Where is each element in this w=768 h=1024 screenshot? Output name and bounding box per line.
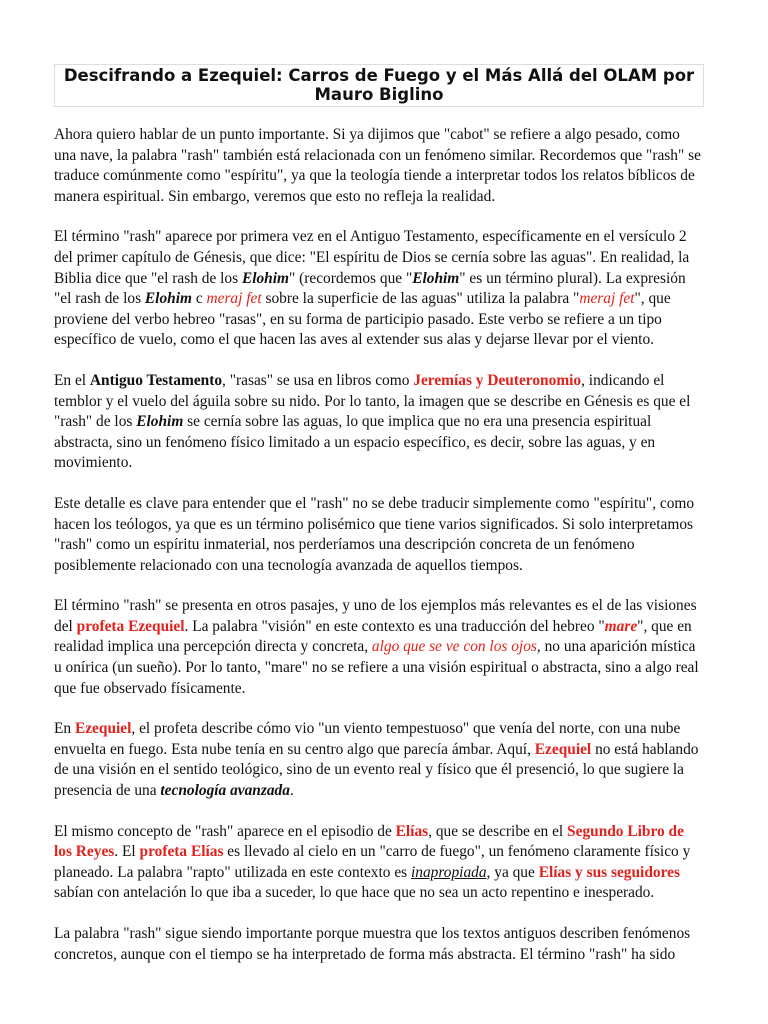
text-run: , que se describe en el	[428, 822, 568, 840]
text-run: Ahora quiero hablar de un punto importante. Si ya dijimos que "cabot" se refiere a algo pesado, como una nave, la palabra "rash" también está relacionada con un fenómeno similar. Recordemos que "rash" se traduce comúnmente como "espíritu", ya que la teología tiende a interpretar todos los relatos bíblicos de manera espiritual. Sin embargo, veremos que esto no refleja la realidad.	[54, 126, 701, 205]
text-run: , indicando el temblor y el vuelo del águila sobre su nido. Por lo tanto, la imagen que se describe en Génesis es que el "rash" de los	[54, 371, 691, 431]
paragraph	[54, 227, 704, 351]
text-run: , el profeta describe cómo vio "un viento tempestuoso" que venía del norte, con una nube envuelta en fuego. Esta nube tenía en su centro algo que parecía ámbar. Aquí,	[54, 720, 681, 758]
text-run: no está hablando de una visión en el sentido teológico, sino de un evento real y físico que él presenció, lo que sugiere la presencia de una	[54, 740, 699, 800]
text-run: . El	[114, 843, 140, 861]
highlighted-term: algo que se ve con los ojos	[371, 638, 537, 656]
emphasized-term: Elohim	[136, 413, 184, 431]
text-run: . La palabra "visión" en este contexto es una traducción del hebreo "	[184, 617, 605, 635]
paragraph	[54, 719, 704, 801]
paragraph	[54, 822, 704, 904]
highlighted-term: Ezequiel	[74, 720, 132, 738]
document-body	[54, 125, 704, 965]
paragraph	[54, 125, 704, 207]
highlighted-term: Segundo Libro de los Reyes	[54, 822, 684, 861]
highlighted-term: Ezequiel	[534, 740, 592, 758]
highlighted-term: profeta Ezequiel	[76, 617, 185, 635]
highlighted-term: meraj fet	[206, 290, 262, 308]
text-run: " es un término plural). La expresión "el rash de los	[54, 269, 686, 308]
emphasized-term: Elohim	[144, 290, 192, 308]
highlighted-term: mare	[604, 617, 638, 635]
highlighted-term: profeta Elías	[139, 843, 224, 861]
text-run: En	[54, 720, 75, 738]
emphasized-term: Elohim	[412, 269, 460, 287]
text-run: ", que proviene del verbo hebreo "rasas", en su forma de participio pasado. Este verbo se refiere a un tipo específico de vuelo, como el que hacen las aves al extender sus alas y dejarse llevar por el viento.	[54, 290, 671, 349]
text-run: El término "rash" se presenta en otros pasajes, y uno de los ejemplos más relevantes es el de las visiones del	[54, 597, 697, 635]
highlighted-term: Elías y sus seguidores	[538, 863, 680, 881]
emphasized-term: tecnología avanzada	[160, 782, 290, 800]
emphasized-term: Elohim	[241, 269, 289, 287]
text-run: En el	[54, 371, 90, 389]
paragraph	[54, 494, 704, 576]
highlighted-term: Jeremías y Deuteronomio	[413, 371, 582, 389]
emphasized-term: Antiguo Testamento	[89, 371, 223, 389]
paragraph	[54, 924, 704, 965]
text-run: El mismo concepto de "rash" aparece en el episodio de	[54, 822, 396, 840]
highlighted-term: Elías	[395, 822, 429, 840]
text-run: El término "rash" aparece por primera vez en el Antiguo Testamento, específicamente en el versículo 2 del primer capítulo de Génesis, que dice: "El espíritu de Dios se cernía sobre las aguas". En realidad, la Biblia dice que "el rash de los	[54, 228, 690, 287]
paragraph	[54, 596, 704, 699]
highlighted-term: meraj fet	[579, 290, 635, 308]
text-run: Este detalle es clave para entender que el "rash" no se debe traducir simplemente como "espíritu", como hacen los teólogos, ya que es un término polisémico que tiene varios significados. Si solo interpretamos "rash" como un espíritu inmaterial, nos perderíamos una descripción concreta de un fenómeno posiblemente relacionado con una tecnología avanzada de aquellos tiempos.	[54, 494, 695, 574]
text-run: es llevado al cielo en un "carro de fuego", un fenómeno claramente físico y planeado. La palabra "rapto" utilizada en este contexto es	[54, 843, 691, 881]
text-run: , ya que	[486, 863, 539, 881]
text-run: .	[289, 782, 294, 800]
emphasized-term: inapropiada	[411, 863, 487, 881]
text-run: sabían con antelación lo que iba a suceder, lo que hace que no sea un acto repentino e inesperado.	[54, 884, 655, 902]
document-title: Descifrando a Ezequiel: Carros de Fuego y el Más Allá del OLAM por Mauro Biglino	[54, 64, 704, 107]
text-run: , no una aparición mística u onírica (un sueño). Por lo tanto, "mare" no se refiere a una visión espiritual o abstracta, sino a algo real que fue observado físicamente.	[54, 638, 699, 697]
text-run: ", que en realidad implica una percepción directa y concreta,	[54, 617, 692, 656]
text-run: se cernía sobre las aguas, lo que implica que no era una presencia espiritual abstracta, sino un fenómeno físico limitado a un espacio específico, es decir, sobre las aguas, y en movimiento.	[54, 413, 656, 472]
text-run: La palabra "rash" sigue siendo importante porque muestra que los textos antiguos describen fenómenos concretos, aunque con el tiempo se ha interpretado de forma más abstracta. El término "rash" ha sido	[54, 925, 691, 963]
text-run: , "rasas" se usa en libros como	[222, 371, 414, 389]
paragraph	[54, 371, 704, 474]
text-run: " (recordemos que "	[288, 269, 413, 287]
document-page	[54, 64, 704, 965]
text-run: sobre la superficie de las aguas" utiliza la palabra "	[261, 290, 580, 308]
text-run: c	[191, 290, 207, 308]
